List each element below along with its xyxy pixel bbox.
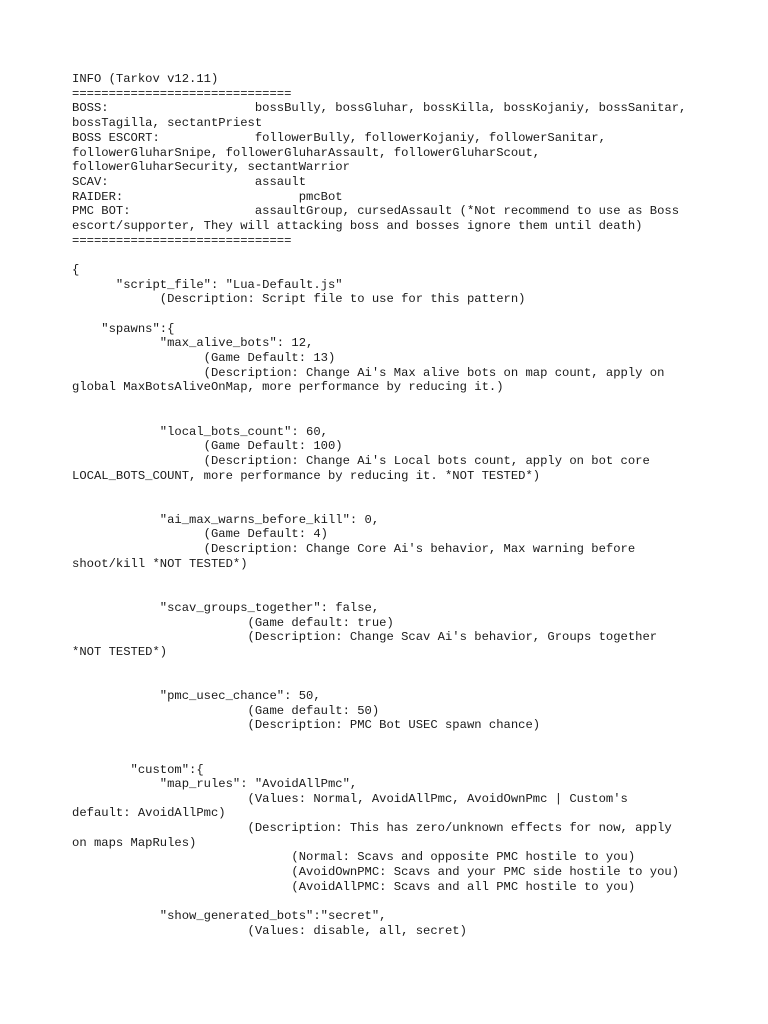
map-rules-normal: (Normal: Scavs and opposite PMC hostile to you) (72, 850, 636, 864)
ai-max-warns-description-cont: shoot/kill *NOT TESTED*) (72, 557, 248, 571)
map-rules-description: (Description: This has zero/unknown effects for now, apply (72, 821, 672, 835)
separator-line: ============================== (72, 87, 292, 101)
map-rules-values-cont: default: AvoidAllPmc) (72, 806, 226, 820)
map-rules-avoid-all: (AvoidAllPMC: Scavs and all PMC hostile to you) (72, 880, 636, 894)
map-rules-values: (Values: Normal, AvoidAllPmc, AvoidOwnPmc | Custom's (72, 792, 628, 806)
map-rules-avoid-own: (AvoidOwnPMC: Scavs and your PMC side hostile to you) (72, 865, 680, 879)
local-bots-count-key: "local_bots_count": 60, (72, 425, 328, 439)
scav-line: SCAV: assault (72, 175, 307, 189)
info-header: INFO (Tarkov v12.11) (72, 72, 219, 86)
separator-line: ============================== (72, 234, 292, 248)
pmc-bot-line: PMC BOT: assaultGroup, cursedAssault (*Not recommend to use as Boss (72, 204, 680, 218)
map-rules-key: "map_rules": "AvoidAllPmc", (72, 777, 358, 791)
max-alive-bots-description: (Description: Change Ai's Max alive bots on map count, apply on (72, 366, 665, 380)
local-bots-count-description-cont: LOCAL_BOTS_COUNT, more performance by reducing it. *NOT TESTED*) (72, 469, 541, 483)
boss-escort-line-cont: followerGluharSecurity, sectantWarrior (72, 160, 350, 174)
script-file-description: (Description: Script file to use for this pattern) (72, 292, 526, 306)
custom-key: "custom":{ (72, 763, 204, 777)
boss-escort-line: BOSS ESCORT: followerBully, followerKojaniy, followerSanitar, (72, 131, 606, 145)
max-alive-bots-default: (Game Default: 13) (72, 351, 336, 365)
scav-groups-description-cont: *NOT TESTED*) (72, 645, 168, 659)
script-file-key: "script_file": "Lua-Default.js" (72, 278, 343, 292)
boss-escort-line-cont: followerGluharSnipe, followerGluharAssault, followerGluharScout, (72, 146, 541, 160)
raider-line: RAIDER: pmcBot (72, 190, 343, 204)
local-bots-count-default: (Game Default: 100) (72, 439, 343, 453)
local-bots-count-description: (Description: Change Ai's Local bots count, apply on bot core (72, 454, 650, 468)
pmc-usec-chance-key: "pmc_usec_chance": 50, (72, 689, 321, 703)
ai-max-warns-key: "ai_max_warns_before_kill": 0, (72, 513, 380, 527)
pmc-usec-chance-description: (Description: PMC Bot USEC spawn chance) (72, 718, 541, 732)
ai-max-warns-description: (Description: Change Core Ai's behavior, Max warning before (72, 542, 636, 556)
spawns-key: "spawns":{ (72, 322, 175, 336)
max-alive-bots-description-cont: global MaxBotsAliveOnMap, more performance by reducing it.) (72, 380, 504, 394)
pmc-usec-chance-default: (Game default: 50) (72, 704, 380, 718)
boss-line-cont: bossTagilla, sectantPriest (72, 116, 263, 130)
ai-max-warns-default: (Game Default: 4) (72, 527, 328, 541)
max-alive-bots-key: "max_alive_bots": 12, (72, 336, 314, 350)
scav-groups-key: "scav_groups_together": false, (72, 601, 380, 615)
scav-groups-description: (Description: Change Scav Ai's behavior, Groups together (72, 630, 658, 644)
scav-groups-default: (Game default: true) (72, 616, 394, 630)
show-generated-bots-key: "show_generated_bots":"secret", (72, 909, 387, 923)
pmc-bot-line-cont: escort/supporter, They will attacking boss and bosses ignore them until death) (72, 219, 643, 233)
show-generated-bots-values: (Values: disable, all, secret) (72, 924, 467, 938)
boss-line: BOSS: bossBully, bossGluhar, bossKilla, bossKojaniy, bossSanitar, (72, 101, 687, 115)
map-rules-description-cont: on maps MapRules) (72, 836, 197, 850)
json-open-brace: { (72, 263, 80, 277)
